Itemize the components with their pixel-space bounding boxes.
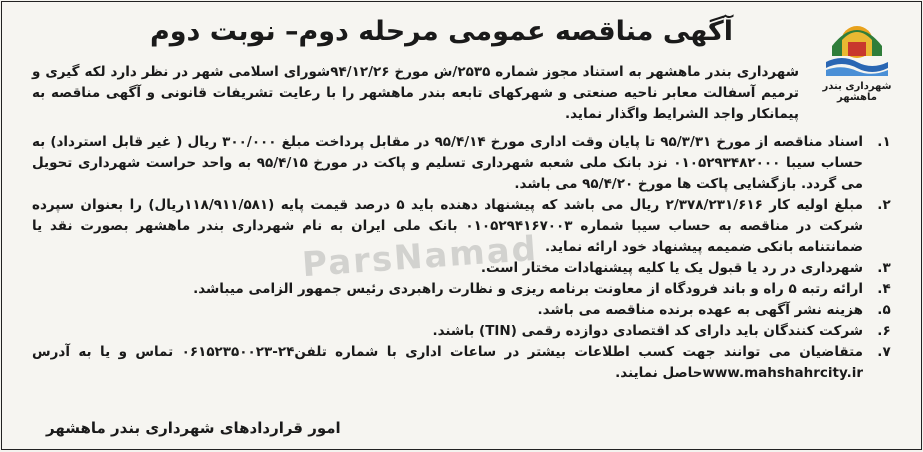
municipality-logo-icon [822, 16, 892, 78]
item-text: اسناد مناقصه از مورخ ۹۵/۳/۳۱ تا پایان وقت اداری مورخ ۹۵/۴/۱۴ در مقابل پرداخت مبلغ ۳۰۰/۰۰۰ ریال ( غیر قابل استرداد) به حساب سیبا ۰۱۰۵۲۹۳۴۸۲۰۰۰ نزد بانک ملی شعبه شهرداری تسلیم و پاکت در مورخ ۹۵/۴/۱۵ به واحد حراست شهرداری تحویل می گردد. بازگشایی پاکت ها مورخ ۹۵/۴/۲۰ می باشد. [32, 134, 864, 192]
item-text: شهرداری در رد یا قبول یک یا کلیه پیشنهادات مختار است. [480, 260, 863, 276]
item-text: هزینه نشر آگهی به عهده برنده مناقصه می باشد. [537, 302, 863, 318]
tender-notice [1, 1, 922, 450]
item-text: مبلغ اولیه کار ۲/۳۷۸/۲۳۱/۶۱۶ ریال می باشد که پیشنهاد دهنده باید ۵ درصد قیمت پایه (۱۱۸/۹۱۱/۵۸۱ریال) را بعنوان سپرده شرکت در مناقصه به حساب سیبا شماره ۰۱۰۵۲۹۴۱۶۷۰۰۳ بانک ملی ایران به نام شهرداری بندر ماهشهر بصورت نقد یا ضمانتنامه بانکی ضمیمه پیشنهاد خود ارائه نماید. [32, 197, 863, 255]
intro-paragraph: شهرداری بندر ماهشهر به استناد مجوز شماره ۲۵۳۵/ش مورخ ۹۴/۱۲/۲۶شورای اسلامی شهر در نظر دارد لکه گیری و ترمیم آسفالت معابر ناحیه صنعتی و شهرکهای تابعه بندر ماهشهر را با رعایت تشریفات قانونی و آگهی مناقصه به پیمانکار واجد الشرایط واگذار نماید. [32, 64, 799, 122]
item-text: شرکت کنندگان باید دارای کد اقتصادی دوازده رقمی (TIN) باشند. [432, 323, 863, 339]
item-number: ۴. [877, 281, 891, 297]
watermark: ParsNamad [300, 228, 540, 286]
logo-caption: شهرداری بندر ماهشهر [822, 81, 892, 103]
item-number: ۲. [877, 197, 891, 213]
item-number: ۱. [877, 134, 891, 150]
list-item [32, 321, 901, 342]
item-number: ۶. [877, 323, 891, 339]
list-item [32, 342, 901, 384]
municipality-logo [813, 16, 901, 103]
list-item [32, 132, 901, 195]
notice-title: آگهی مناقصه عمومی مرحله دوم– نوبت دوم [149, 16, 734, 47]
item-number: ۷. [877, 344, 891, 360]
footer-signature: امور قراردادهای شهرداری بندر ماهشهر [46, 419, 341, 437]
item-text: متقاضیان می توانند جهت کسب اطلاعات بیشتر در ساعات اداری با شماره تلفن۲۴-۰۶۱۵۲۳۵۰۰۲۳ تماس و یا به آدرس www.mahshahrcity.irحاصل نمایند. [32, 344, 863, 381]
item-number: ۳. [877, 260, 891, 276]
list-item [32, 300, 901, 321]
item-number: ۵. [877, 302, 891, 318]
list-item [32, 279, 901, 300]
item-text: ارائه رتبه ۵ راه و باند فرودگاه از معاونت برنامه ریزی و نظارت راهبردی رئیس جمهور الزامی میباشد. [193, 281, 863, 297]
